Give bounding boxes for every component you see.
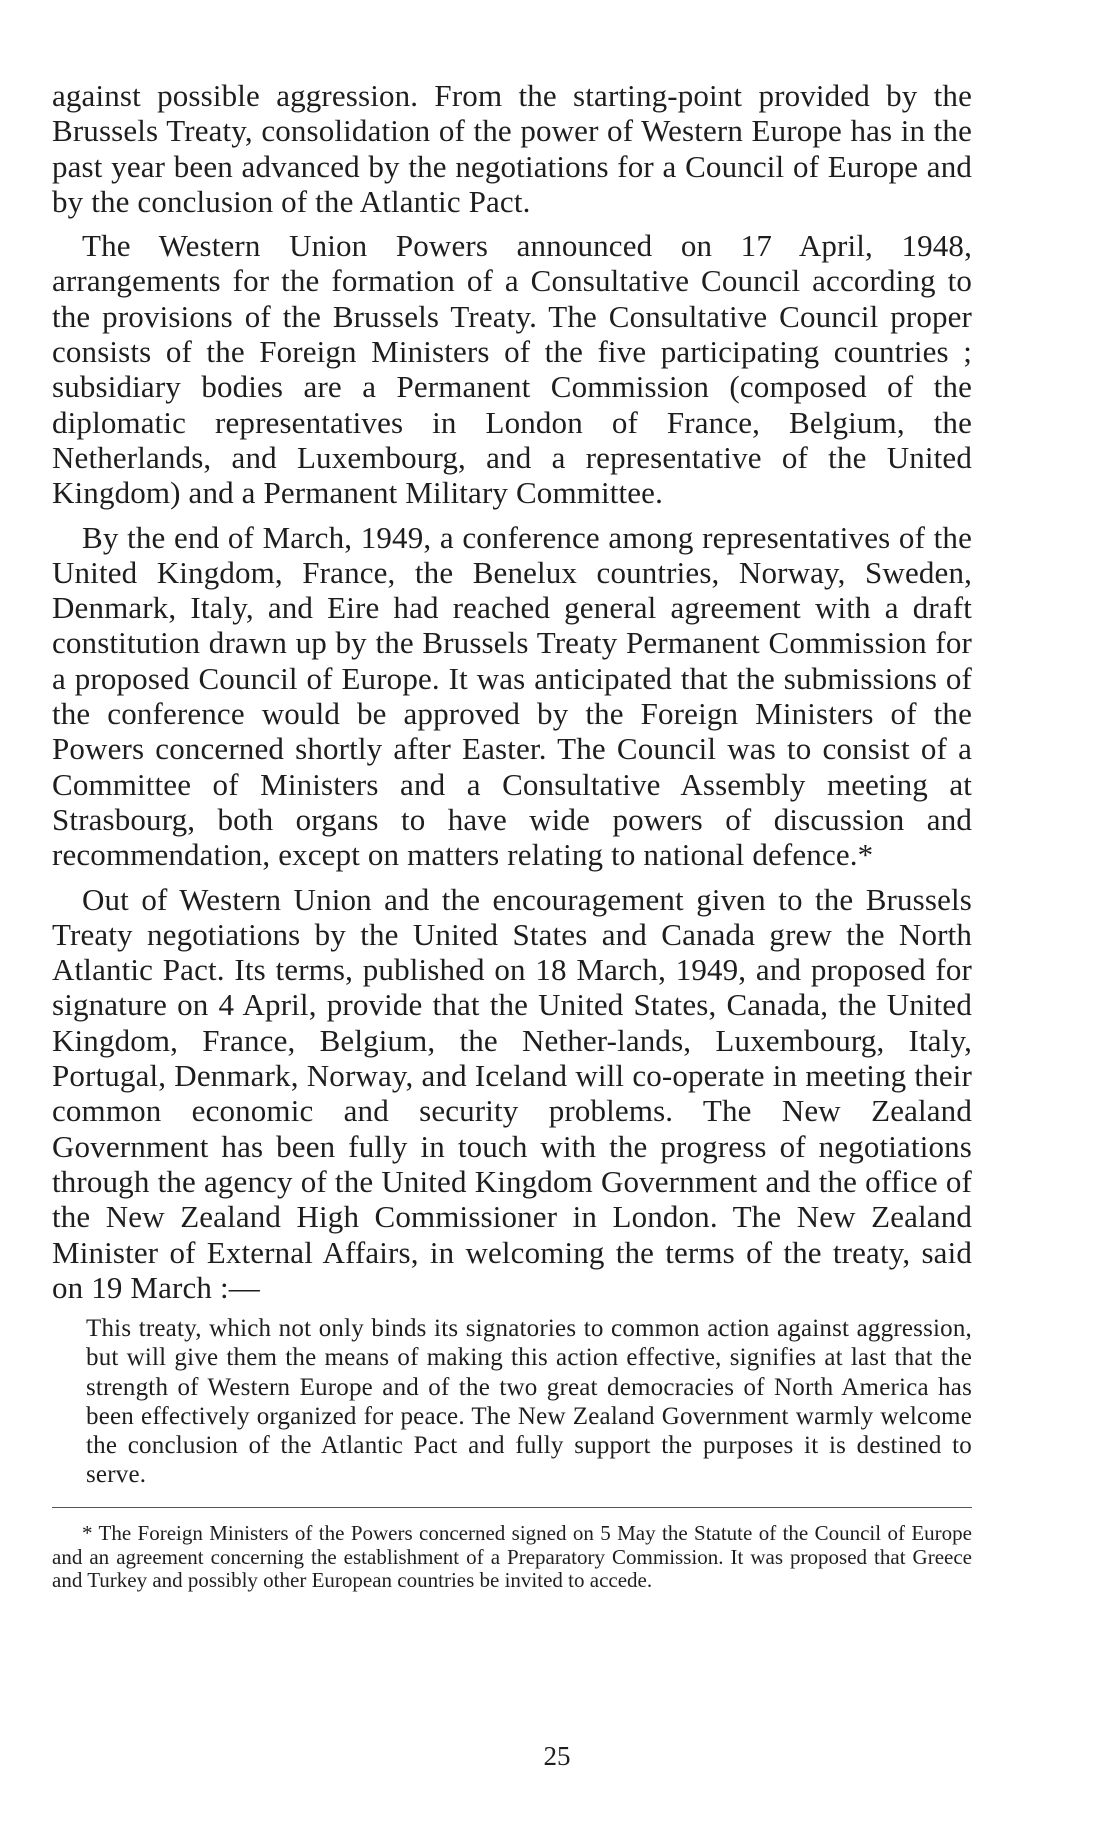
paragraph-council-of-europe: By the end of March, 1949, a conference among representatives of the United Kingdom, France, the Benelux countries, Norway, Sweden, Denmark, Italy, and Eire had reached general agreement with a draft constitution drawn up by the Brussels Treaty Permanent Commission for a proposed Council of Europe. It was anticipated that the submissions of the conference would be approved by the Foreign Ministers of the Powers concerned shortly after Easter. The Council was to consist of a Committee of Ministers and a Consultative Assembly meeting at Strasbourg, both organs to have wide powers of discussion and recommendation, except on matters relating to national defence.* xyxy=(52,519,972,873)
footnote-divider xyxy=(52,1507,972,1508)
paragraph-continuation: against possible aggression. From the starting-point provided by the Brussels Treaty, consolidation of the power of Western Europe has in the past year been advanced by the negotiations for a Council of Europe and by the conclusion of the Atlantic Pact. xyxy=(52,78,972,219)
page-number: 25 xyxy=(543,1741,571,1771)
paragraph-western-union: The Western Union Powers announced on 17 April, 1948, arrangements for the formation of a Consultative Council according to the provisions of the Brussels Treaty. The Consultative Council proper consists of the Foreign Ministers of the five participating countries ; subsidiary bodies are a Permanent Commission (composed of the diplomatic representatives in London of France, Belgium, the Netherlands, and Luxembourg, and a representative of the United Kingdom) and a Permanent Military Committee. xyxy=(52,228,972,511)
page-content xyxy=(52,78,972,1593)
block-quote: This treaty, which not only binds its signatories to common action against aggression, but will give them the means of making this action effective, signifies at last that the strength of Western Europe and of the two great democracies of North America has been effectively organized for peace. The New Zealand Government warmly welcome the conclusion of the Atlantic Pact and fully support the purposes it is destined to serve. xyxy=(86,1315,972,1489)
footnote: * The Foreign Ministers of the Powers concerned signed on 5 May the Statute of the Council of Europe and an agreement concerning the establishment of a Preparatory Commission. It was proposed that Greece and Turkey and possibly other European countries be invited to accede. xyxy=(52,1521,972,1593)
body-text xyxy=(52,78,972,1305)
paragraph-atlantic-pact: Out of Western Union and the encouragement given to the Brussels Treaty negotiations by the United States and Canada grew the North Atlantic Pact. Its terms, published on 18 March, 1949, and proposed for signature on 4 April, provide that the United States, Canada, the United Kingdom, France, Belgium, the Nether-lands, Luxembourg, Italy, Portugal, Denmark, Norway, and Iceland will co-operate in meeting their common economic and security problems. The New Zealand Government has been fully in touch with the progress of negotiations through the agency of the United Kingdom Government and the office of the New Zealand High Commissioner in London. The New Zealand Minister of External Affairs, in welcoming the terms of the treaty, said on 19 March :— xyxy=(52,881,972,1305)
